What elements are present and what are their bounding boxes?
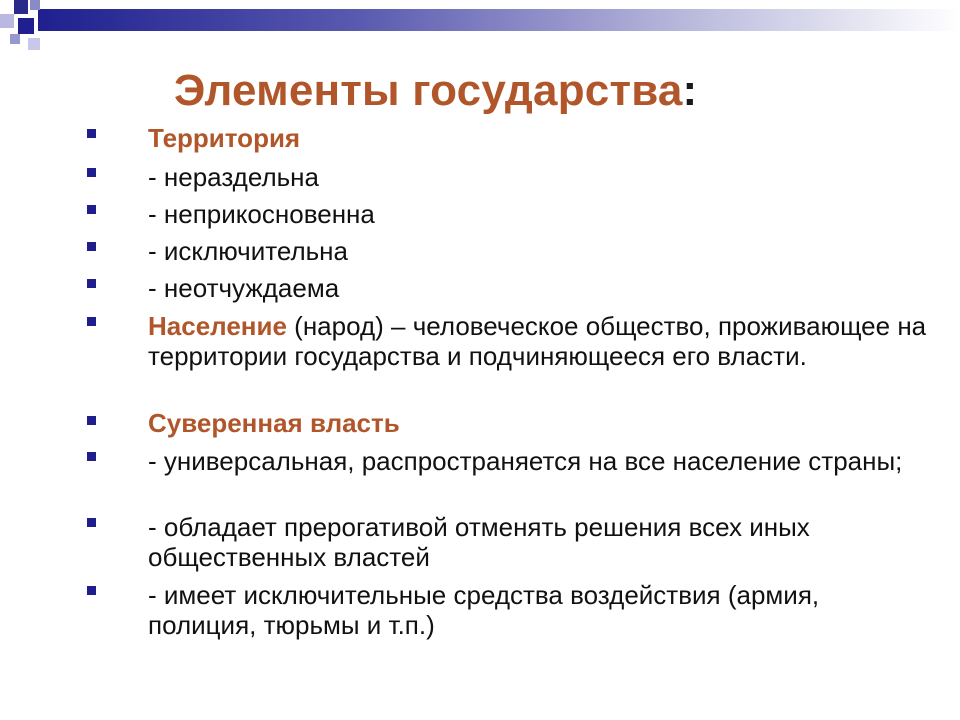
bullet-square-icon	[87, 452, 96, 461]
bullet-square-icon	[87, 168, 96, 177]
slide-title-colon: :	[682, 66, 698, 115]
bullet-square-icon	[87, 279, 96, 288]
list-item-text	[148, 123, 928, 153]
list-item-text	[148, 311, 928, 371]
list-item-text	[148, 580, 928, 640]
list-item-body: - исключительна	[148, 236, 348, 266]
list-item-body: (народ) – человеческое общество, проживающее на территории государства и подчиняющееся его власти.	[148, 311, 927, 371]
bullet-square-icon	[87, 586, 96, 595]
list-item-body: - нераздельна	[148, 162, 319, 192]
bullet-square-icon	[87, 416, 96, 425]
list-item-body: - обладает прерогативой отменять решения всех иных общественных властей	[148, 512, 810, 572]
list-item-body: - универсальная, распространяется на все население страны;	[148, 446, 903, 476]
bullet-square-icon	[87, 205, 96, 214]
list-item-body: - неотчуждаема	[148, 273, 340, 303]
list-item-text	[148, 512, 928, 572]
bullet-square-icon	[87, 242, 96, 251]
list-item-text	[148, 273, 928, 303]
list-item-body: - имеет исключительные средства воздействия (армия, полиция, тюрьмы и т.п.)	[148, 580, 820, 640]
bullet-square-icon	[87, 518, 96, 527]
slide-title-text: Элементы государства	[174, 66, 683, 115]
list-item-highlight: Население	[148, 311, 287, 341]
list-item-text	[148, 236, 928, 266]
list-item-text	[148, 199, 928, 229]
list-item-highlight: Суверенная власть	[148, 408, 400, 438]
list-item-highlight: Территория	[148, 123, 301, 153]
list-item-body: - неприкосновенна	[148, 199, 375, 229]
list-item-text	[148, 446, 928, 476]
list-item-text	[148, 162, 928, 192]
list-item-text	[148, 408, 928, 438]
bullet-square-icon	[87, 317, 96, 326]
bullet-square-icon	[87, 129, 96, 138]
